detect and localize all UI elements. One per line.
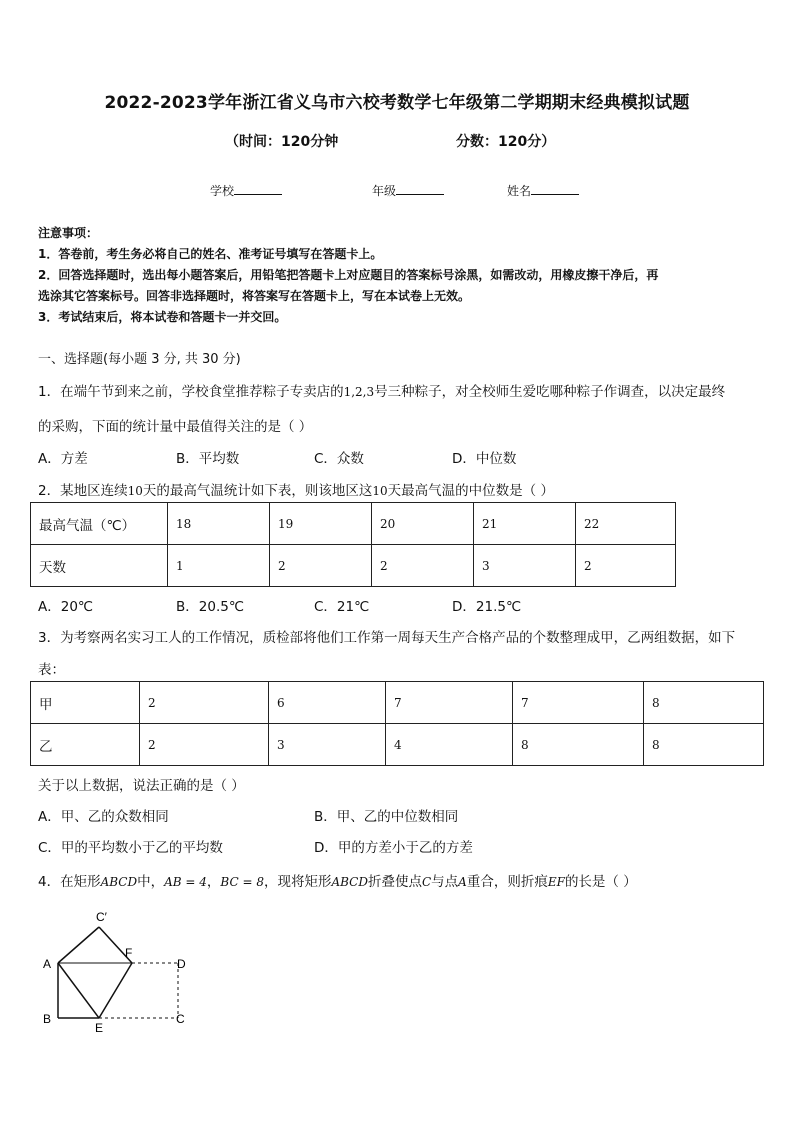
q4-text: ，现将矩形	[263, 874, 332, 890]
q2-option-d[interactable]: D．21.5℃	[452, 599, 522, 615]
q3-option-a[interactable]: A．甲、乙的众数相同	[38, 809, 169, 825]
q4-text: 4．在矩形	[38, 874, 101, 890]
q2-text-b: 天的最高气温统计如下表，则该地区这	[142, 483, 373, 499]
notice-item-3: 3．考试结束后，将本试卷和答题卡一并交回。	[38, 310, 287, 324]
label-f: F	[125, 946, 133, 960]
table-row	[31, 682, 764, 724]
q4-math: AB = 4	[164, 875, 207, 889]
q1-option-c[interactable]: C．众数	[314, 451, 364, 467]
table-cell: 甲	[31, 682, 140, 724]
q1-line-1	[38, 380, 725, 400]
q2-temperature-table	[30, 502, 676, 587]
table-cell: 2	[140, 682, 269, 724]
table-cell: 21	[474, 503, 576, 545]
q1-option-a[interactable]: A．方差	[38, 451, 88, 467]
table-cell: 2	[140, 724, 269, 766]
table-cell: 3	[269, 724, 386, 766]
table-cell: 7	[386, 682, 513, 724]
q4-text: ，	[206, 874, 221, 890]
q4-stem	[38, 870, 637, 890]
name-blank[interactable]	[531, 182, 579, 195]
table-cell: 20	[372, 503, 474, 545]
grade-blank[interactable]	[396, 182, 444, 195]
name-label: 姓名	[507, 184, 532, 198]
q3-line-2: 表：	[38, 662, 65, 678]
label-e: E	[95, 1021, 104, 1035]
q2-text-c: 天最高气温的中位数是（ ）	[387, 483, 554, 499]
exam-title: 2022-2023学年浙江省义乌市六校考数学七年级第二学期期末经典模拟试题	[104, 93, 690, 113]
section-heading: 一、选择题(每小题 3 分, 共 30 分)	[38, 352, 241, 367]
table-cell: 4	[386, 724, 513, 766]
segment-fe	[99, 963, 132, 1018]
table-row	[31, 545, 676, 587]
q2-num-1: 10	[127, 484, 143, 498]
q2-option-c[interactable]: C．21℃	[314, 599, 370, 615]
q2-num-2: 10	[372, 484, 388, 498]
table-cell: 3	[474, 545, 576, 587]
grade-field	[372, 182, 444, 199]
q4-math: C	[421, 875, 432, 889]
q3-option-c[interactable]: C．甲的平均数小于乙的平均数	[38, 840, 223, 856]
table-cell: 乙	[31, 724, 140, 766]
q1-option-d[interactable]: D．中位数	[452, 451, 517, 467]
q1-nums: 1,2,3	[343, 385, 375, 399]
table-cell: 19	[270, 503, 372, 545]
q4-math: ABCD	[100, 875, 138, 889]
q2-text-a: 2．某地区连续	[38, 483, 128, 499]
notice-item-1: 1．答卷前，考生务必将自己的姓名、准考证号填写在答题卡上。	[38, 247, 383, 261]
q4-math: BC = 8	[220, 875, 264, 889]
q3-line-3: 关于以上数据，说法正确的是（ ）	[38, 778, 245, 794]
table-cell: 2	[270, 545, 372, 587]
grade-label: 年级	[372, 184, 397, 198]
q2-option-b[interactable]: B．20.5℃	[176, 599, 244, 615]
table-cell: 8	[513, 724, 644, 766]
school-label: 学校	[210, 184, 235, 198]
q4-text: 的长是（ ）	[564, 874, 637, 890]
exam-score: 分数：120分）	[456, 134, 556, 150]
table-cell: 2	[576, 545, 676, 587]
name-field	[507, 182, 579, 199]
q4-math: A	[458, 875, 467, 889]
label-c-prime: C′	[96, 910, 107, 924]
table-cell: 1	[168, 545, 270, 587]
table-row	[31, 724, 764, 766]
q3-option-d[interactable]: D．甲的方差小于乙的方差	[314, 840, 473, 856]
q3-line-1: 3．为考察两名实习工人的工作情况，质检部将他们工作第一周每天生产合格产品的个数整理成甲，乙两组数据，如下	[38, 630, 736, 646]
table-cell: 7	[513, 682, 644, 724]
q4-fold-figure	[36, 905, 196, 1035]
q4-text: 重合，则折痕	[466, 874, 548, 890]
school-blank[interactable]	[234, 182, 282, 195]
table-cell: 8	[644, 724, 764, 766]
q2-stem	[38, 479, 554, 499]
q4-text: 与点	[431, 874, 459, 890]
label-c: C	[176, 1012, 185, 1026]
table-cell: 22	[576, 503, 676, 545]
table-cell: 8	[644, 682, 764, 724]
school-field	[210, 182, 282, 199]
q4-math: EF	[547, 875, 565, 889]
table-cell: 18	[168, 503, 270, 545]
segment-ac-prime	[58, 927, 99, 963]
table-row	[31, 503, 676, 545]
exam-time: （时间：120分钟	[225, 134, 339, 150]
table-cell: 6	[269, 682, 386, 724]
q2-option-a[interactable]: A．20℃	[38, 599, 94, 615]
q3-option-b[interactable]: B．甲、乙的中位数相同	[314, 809, 459, 825]
q4-math: ABCD	[331, 875, 368, 889]
label-a: A	[43, 957, 52, 971]
table-cell: 最高气温（℃）	[31, 503, 168, 545]
q4-text: 中，	[137, 874, 165, 890]
label-d: D	[177, 957, 186, 971]
q1-text-a: 1．在端午节到来之前，学校食堂推荐粽子专卖店的	[38, 384, 344, 400]
q3-data-table	[30, 681, 764, 766]
q1-text-b: 号三种粽子，对全校师生爱吃哪种粽子作调查，以决定最终	[374, 384, 726, 400]
q1-line-2: 的采购，下面的统计量中最值得关注的是（ ）	[38, 419, 313, 435]
q4-text: 折叠使点	[367, 874, 422, 890]
table-cell: 2	[372, 545, 474, 587]
segment-ae	[58, 963, 99, 1018]
q1-option-b[interactable]: B．平均数	[176, 451, 240, 467]
notice-item-2: 2．回答选择题时，选出每小题答案后，用铅笔把答题卡上对应题目的答案标号涂黑，如需改动，用橡皮擦干净后，再	[38, 268, 659, 282]
table-cell: 天数	[31, 545, 168, 587]
notice-heading: 注意事项：	[38, 226, 99, 240]
label-b: B	[43, 1012, 52, 1026]
notice-item-2-cont: 选涂其它答案标号。回答非选择题时，将答案写在答题卡上，写在本试卷上无效。	[38, 289, 471, 303]
